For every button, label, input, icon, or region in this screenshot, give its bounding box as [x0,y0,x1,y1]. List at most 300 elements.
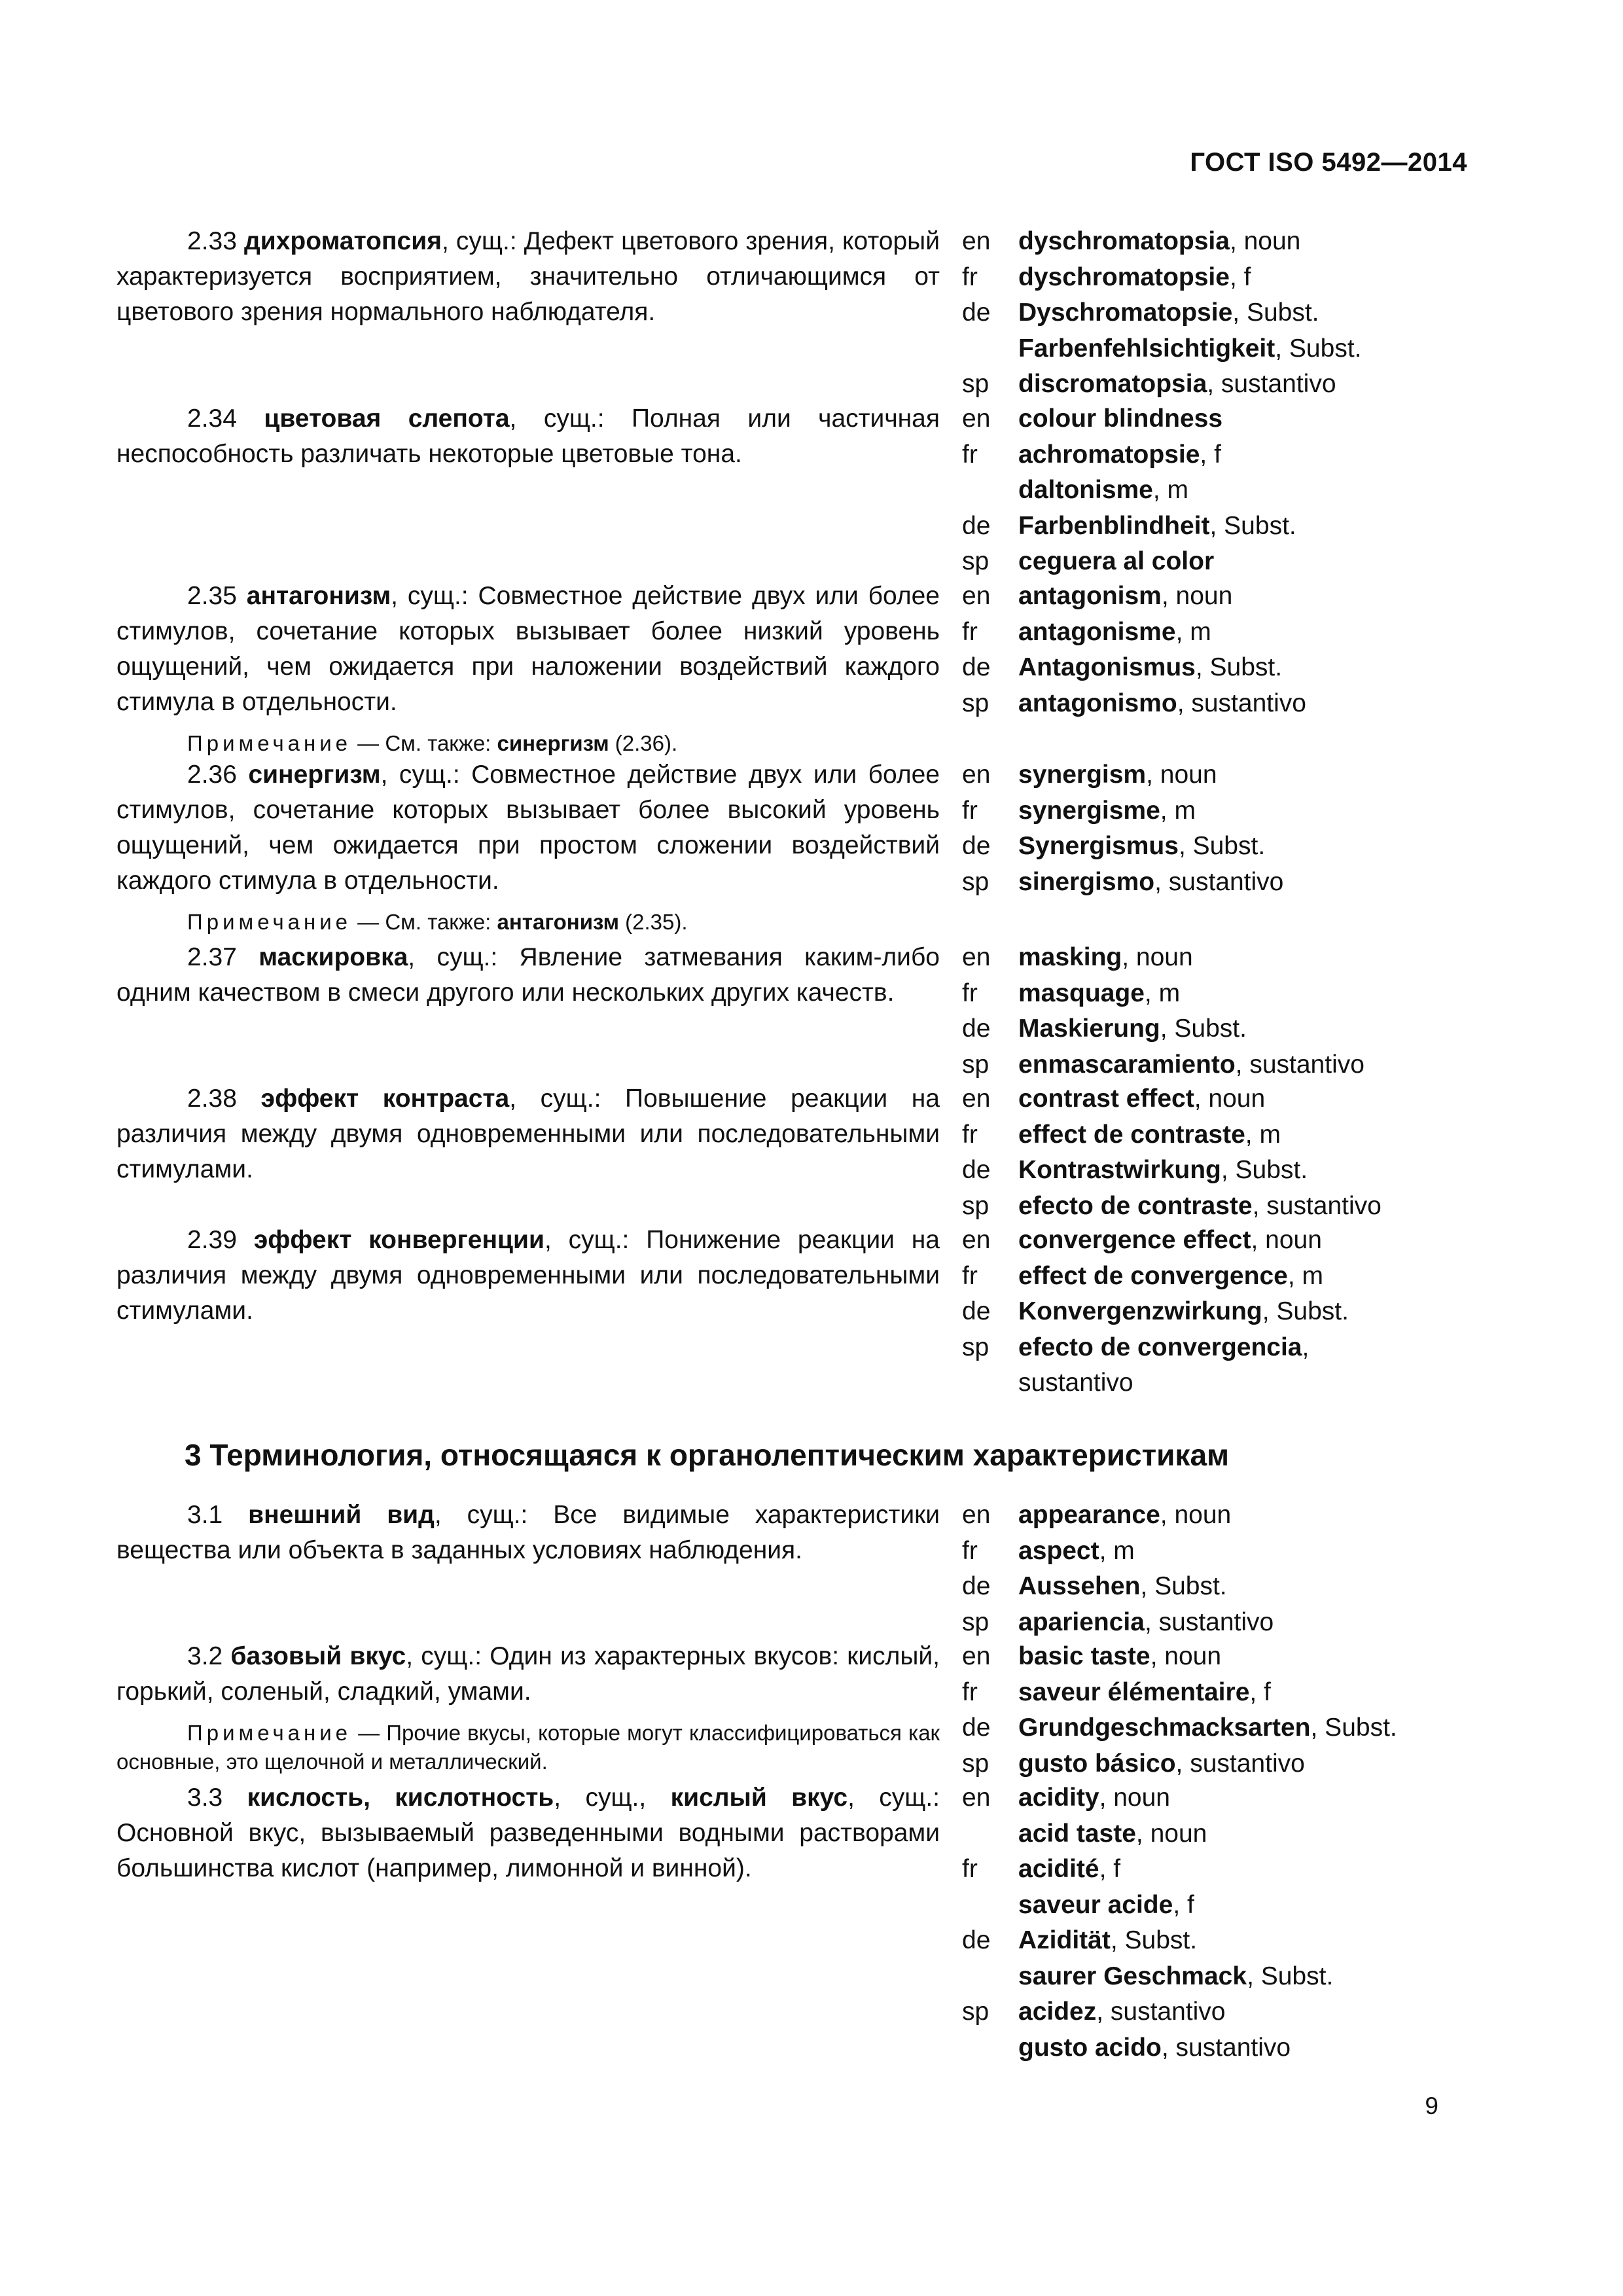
translation-sp [962,1994,1465,2066]
translation-sp [962,544,1465,580]
grammar-label: , Subst. [1209,511,1296,540]
translations-column [962,940,1465,1083]
foreign-term: saveur élémentaire [1018,1677,1250,1706]
translation-terms [1018,437,1465,509]
translation-en [962,757,1465,793]
translation-terms [1018,1330,1465,1401]
definition-column [116,1081,940,1187]
translation-terms [1018,1569,1465,1605]
term-name: цветовая слепота [264,404,510,433]
translation-en [962,1081,1465,1117]
translation-terms [1018,829,1465,865]
translation-terms [1018,615,1465,651]
foreign-term: acidity [1018,1784,1099,1812]
translation-line [1018,1710,1465,1746]
translation-terms [1018,1047,1465,1083]
translation-terms [1018,1259,1465,1295]
language-code: en [962,1642,991,1670]
foreign-term: aspect [1018,1536,1099,1565]
grammar-label: , m [1152,476,1189,504]
foreign-term: synergism [1018,761,1147,789]
foreign-term: acid taste [1018,1819,1136,1848]
note-after: (2.35). [619,910,688,934]
definition-text [116,1223,940,1329]
translation-line [1018,1153,1465,1189]
translation-sp [962,1047,1465,1083]
language-code: de [962,1156,991,1184]
grammar-label: , Subst. [1178,832,1266,860]
translation-terms [1018,224,1465,260]
note-ref: антагонизм [497,910,619,934]
translation-de [962,1011,1465,1047]
translation-terms [1018,865,1465,901]
translation-line [1018,1746,1465,1782]
language-code: sp [962,1191,990,1220]
language-code: de [962,1014,991,1043]
foreign-term: antagonism [1018,582,1162,610]
foreign-term: antagonisme [1018,617,1176,646]
language-code: en [962,1501,991,1529]
term-number: 3.2 [187,1642,231,1670]
term-name: синергизм [248,761,381,789]
translation-terms [1018,544,1465,580]
foreign-term: ceguera al color [1018,547,1215,575]
grammar-label: , sustantivo [1144,1607,1274,1636]
translation-de [962,1153,1465,1189]
term-number: 2.35 [187,582,247,610]
grammar-label: , noun [1146,761,1217,789]
grammar-label: , f [1200,440,1221,469]
translation-line [1018,1534,1465,1570]
translation-line [1018,1498,1465,1534]
grammar-label: , Subst. [1221,1156,1308,1184]
grammar-label: , Subst. [1275,334,1362,363]
term-name: дихроматопсия [244,227,442,255]
foreign-term: antagonismo [1018,689,1177,717]
note-text: — См. также: [351,731,497,755]
translation-terms [1018,579,1465,615]
note [116,908,940,937]
language-code: fr [962,1855,978,1883]
translation-terms [1018,1923,1465,1994]
translation-line [1018,1816,1465,1852]
foreign-term: efecto de convergencia [1018,1333,1302,1361]
grammar-label: , noun [1135,1819,1207,1848]
language-code: de [962,298,991,327]
definition-body: , сущ.: Понижение реакции на различия между двумя одновременными или последовательными стимулами. [116,1226,940,1325]
language-code: fr [962,1677,978,1706]
foreign-term: Dyschromatopsie [1018,298,1233,327]
translation-terms [1018,1011,1465,1047]
foreign-term: discromatopsia [1018,370,1207,398]
foreign-term: daltonisme [1018,476,1153,504]
foreign-term: efecto de contraste [1018,1191,1253,1220]
translations-column [962,1223,1465,1401]
term-name: базовый вкус [230,1642,406,1670]
translations-column [962,757,1465,900]
language-code: sp [962,1050,990,1079]
translation-terms [1018,295,1465,367]
translation-line [1018,1675,1465,1711]
translation-line [1018,1330,1465,1366]
foreign-term: Farbenblindheit [1018,511,1210,540]
foreign-term: apariencia [1018,1607,1145,1636]
term-number: 3.1 [187,1501,249,1529]
translation-line [1018,793,1465,829]
grammar-label: , sustantivo [1154,867,1284,896]
definition-column [116,1498,940,1568]
foreign-term: synergisme [1018,796,1160,825]
grammar-label: , Subst. [1140,1572,1227,1600]
translation-line [1018,579,1465,615]
definition-column [116,940,940,1011]
term-number: 2.39 [187,1226,254,1254]
foreign-term: colour blindness [1018,404,1223,433]
grammar-label: , [1302,1333,1310,1361]
translation-fr [962,1675,1465,1711]
translation-terms [1018,757,1465,793]
translation-line [1018,1852,1465,1888]
language-code: de [962,1926,991,1954]
language-code: de [962,511,991,540]
translation-terms [1018,1852,1465,1923]
definition-body: , сущ.: Совместное действие двух или более стимулов, сочетание которых вызывает более низкий уровень ощущений, чем ожидается при наложении воздействий каждого стимула в отдельности. [116,582,940,716]
translations-column [962,1081,1465,1224]
definition-text [116,1081,940,1187]
foreign-term: masking [1018,943,1122,971]
grammar-label: , noun [1160,1501,1232,1529]
translation-line [1018,1189,1465,1225]
translation-line [1018,224,1465,260]
grammar-label: , f [1229,262,1251,291]
translation-de [962,1294,1465,1330]
translation-en [962,940,1465,976]
foreign-term: Konvergenzwirkung [1018,1297,1262,1325]
translation-line [1018,295,1465,331]
language-code: sp [962,1333,990,1361]
term-name-alt: кислый вкус [670,1784,848,1812]
term-number: 2.34 [187,404,264,433]
translation-terms [1018,686,1465,722]
translation-en [962,1223,1465,1259]
note-ref: синергизм [497,731,609,755]
grammar-label: , m [1245,1120,1281,1149]
translation-terms [1018,1710,1465,1746]
language-code: de [962,832,991,860]
grammar-label: , Subst. [1262,1297,1349,1325]
translation-terms [1018,1994,1465,2066]
translation-de [962,650,1465,686]
foreign-term: Kontrastwirkung [1018,1156,1221,1184]
definition-text [116,940,940,1011]
term-number: 2.36 [187,761,249,789]
language-code: en [962,1784,991,1812]
note-label: Примечание [187,910,352,934]
definition-column [116,757,940,937]
language-code: fr [962,1536,978,1565]
translation-fr [962,260,1465,296]
grammar-label: , noun [1122,943,1193,971]
note-label: Примечание [187,1721,352,1745]
grammar-label: , Subst. [1232,298,1319,327]
definition-body: , сущ.: Повышение реакции на различия между двумя одновременными или последовательными стимулами. [116,1085,940,1183]
translation-line [1018,1994,1465,2030]
grammar-label: , m [1144,978,1181,1007]
language-code: fr [962,262,978,291]
translations-column [962,1498,1465,1640]
definition-column [116,579,940,758]
foreign-term: masquage [1018,978,1145,1007]
definition-text [116,1498,940,1568]
translation-terms [1018,1153,1465,1189]
translation-en [962,1639,1465,1675]
note-label: Примечание [187,731,352,755]
translation-en [962,224,1465,260]
language-code: en [962,582,991,610]
foreign-term: dyschromatopsie [1018,262,1230,291]
grammar-label: , Subst. [1310,1713,1397,1742]
translation-terms [1018,650,1465,686]
grammar-label: , noun [1161,582,1233,610]
language-code: fr [962,796,978,825]
translation-terms [1018,1746,1465,1782]
foreign-term: basic taste [1018,1642,1150,1670]
translation-line [1018,757,1465,793]
foreign-term: Azidität [1018,1926,1111,1954]
translations-column [962,1780,1465,2066]
grammar-label: , sustantivo [1096,1998,1226,2026]
translation-line [1018,2030,1465,2066]
translation-line [1018,1639,1465,1675]
grammar-label: , noun [1150,1642,1222,1670]
translations-column [962,224,1465,403]
definition-column [116,1780,940,1886]
note-after: (2.36). [609,731,678,755]
translation-line [1018,401,1465,437]
grammar-label: , sustantivo [1252,1191,1382,1220]
translation-en [962,401,1465,437]
language-code: de [962,653,991,681]
translation-terms [1018,1534,1465,1570]
translation-terms [1018,1639,1465,1675]
translation-line [1018,331,1465,367]
language-code: en [962,404,991,433]
term-name: эффект конвергенции [253,1226,544,1254]
translation-line [1018,615,1465,651]
translation-line [1018,1959,1465,1995]
translation-terms [1018,260,1465,296]
term-number: 3.3 [187,1784,247,1812]
grammar-label: , noun [1229,227,1301,255]
grammar-label: , Subst. [1110,1926,1198,1954]
term-name: внешний вид [248,1501,435,1529]
note-text: — Прочие вкусы, которые могут классифицироваться как основные, это щелочной и металлический. [116,1721,940,1774]
definition-body: , сущ.: Один из характерных вкусов: кислый, горький, соленый, сладкий, умами. [116,1642,940,1706]
translation-line [1018,260,1465,296]
translation-terms [1018,1223,1465,1259]
translation-terms [1018,1294,1465,1330]
definition-text [116,1780,940,1886]
translation-terms [1018,1498,1465,1534]
translation-line [1018,1117,1465,1153]
grammar-label: , sustantivo [1161,2033,1291,2062]
translation-fr [962,615,1465,651]
page-number: 9 [1425,2092,1438,2119]
translation-sp [962,1330,1465,1401]
translation-de [962,829,1465,865]
term-name: кислость, кислотность [247,1784,554,1812]
translation-fr [962,1117,1465,1153]
foreign-term: effect de contraste [1018,1120,1245,1149]
language-code: de [962,1572,991,1600]
translations-column [962,1639,1465,1782]
translation-terms [1018,367,1465,403]
language-code: fr [962,1261,978,1290]
language-code: en [962,227,991,255]
translation-line [1018,437,1465,473]
language-code: sp [962,547,990,575]
translation-line [1018,686,1465,722]
grammar-label: , Subst. [1247,1962,1334,1990]
term-name: маскировка [259,943,408,971]
grammar-label: , sustantivo [1235,1050,1364,1079]
translation-line [1018,1259,1465,1295]
translation-fr [962,976,1465,1012]
translation-terms [1018,1675,1465,1711]
definition-body: , сущ.: Совместное действие двух или более стимулов, сочетание которых вызывает более высокий уровень ощущений, чем ожидается при простом сложении воздействий каждого стимула в отдельности. [116,761,940,895]
note [116,729,940,758]
translation-line [1018,1365,1465,1401]
translation-terms [1018,940,1465,976]
grammar-label: , f [1099,1855,1121,1883]
translation-line [1018,865,1465,901]
translation-line [1018,544,1465,580]
language-code: fr [962,1120,978,1149]
grammar-label: , m [1099,1536,1135,1565]
translation-line [1018,1047,1465,1083]
foreign-term: effect de convergence [1018,1261,1288,1290]
translation-en [962,1780,1465,1852]
translation-de [962,1923,1465,1994]
translation-sp [962,686,1465,722]
foreign-term: Synergismus [1018,832,1179,860]
translation-terms [1018,1605,1465,1641]
translation-line [1018,1605,1465,1641]
translation-fr [962,1259,1465,1295]
section-heading: 3 Терминология, относящаяся к органолептическим характеристикам [185,1438,1230,1472]
foreign-term: sinergismo [1018,867,1155,896]
foreign-term: gusto acido [1018,2033,1162,2062]
translation-terms [1018,793,1465,829]
definition-text [116,401,940,472]
translation-fr [962,437,1465,509]
definition-text [116,579,940,720]
language-code: de [962,1713,991,1742]
translation-line [1018,367,1465,403]
translation-de [962,295,1465,367]
foreign-term: Aussehen [1018,1572,1141,1600]
foreign-term: saurer Geschmack [1018,1962,1247,1990]
grammar-label: , noun [1194,1085,1266,1113]
translation-line [1018,1888,1465,1924]
definition-body: , сущ.: Полная или частичная неспособность различать некоторые цветовые тона. [116,404,940,468]
language-code: sp [962,1749,990,1778]
grammar-label: , f [1249,1677,1271,1706]
grammar-label: , sustantivo [1207,370,1336,398]
grammar-label: , noun [1251,1226,1322,1254]
translation-line [1018,1780,1465,1816]
grammar-label: , f [1173,1890,1194,1919]
term-number: 2.38 [187,1085,261,1113]
translation-de [962,1710,1465,1746]
foreign-term: acidez [1018,1998,1097,2026]
language-code: en [962,1226,991,1254]
definition-column [116,1639,940,1776]
grammar-label: , m [1160,796,1196,825]
term-number: 2.33 [187,227,245,255]
translation-terms [1018,1081,1465,1117]
language-code: sp [962,689,990,717]
translation-sp [962,1746,1465,1782]
term-name: эффект контраста [260,1085,510,1113]
definition-text [116,1639,940,1710]
translation-line [1018,1569,1465,1605]
translation-line [1018,1011,1465,1047]
translation-fr [962,1534,1465,1570]
term-number: 2.37 [187,943,259,971]
translation-line [1018,1294,1465,1330]
translations-column [962,579,1465,721]
definition-body: , сущ.: Явление затмевания каким-либо одним качеством в смеси другого или нескольких других качеств. [116,943,940,1007]
grammar-label: , sustantivo [1175,1749,1305,1778]
language-code: de [962,1297,991,1325]
definition-body: , сущ.: Дефект цветового зрения, который характеризуется восприятием, значительно отличающимся от цветового зрения нормального наблюдателя. [116,227,940,326]
definition-column [116,1223,940,1329]
foreign-term: dyschromatopsia [1018,227,1230,255]
language-code: en [962,1085,991,1113]
translations-column [962,401,1465,580]
translation-en [962,579,1465,615]
translation-line [1018,1081,1465,1117]
grammar-label: , Subst. [1195,653,1283,681]
translation-line [1018,473,1465,509]
grammar-label: , Subst. [1160,1014,1247,1043]
foreign-term: saveur acide [1018,1890,1173,1919]
grammar-label: , m [1175,617,1211,646]
translation-terms [1018,1189,1465,1225]
language-code: fr [962,440,978,469]
translation-terms [1018,401,1465,437]
grammar-label: , sustantivo [1177,689,1306,717]
foreign-term: achromatopsie [1018,440,1200,469]
translation-de [962,1569,1465,1605]
foreign-term: appearance [1018,1501,1160,1529]
foreign-term: gusto básico [1018,1749,1176,1778]
translation-line [1018,650,1465,686]
language-code: sp [962,1998,990,2026]
language-code: sp [962,867,990,896]
translation-line [1018,1223,1465,1259]
language-code: sp [962,370,990,398]
foreign-term: Grundgeschmacksarten [1018,1713,1311,1742]
foreign-term: contrast effect [1018,1085,1194,1113]
definition-body: , сущ.: Все видимые характеристики вещества или объекта в заданных условиях наблюдения. [116,1501,940,1564]
translation-line [1018,509,1465,545]
translation-terms [1018,1117,1465,1153]
grammar-label: , m [1287,1261,1323,1290]
translation-fr [962,1852,1465,1923]
definition-text [116,224,940,330]
